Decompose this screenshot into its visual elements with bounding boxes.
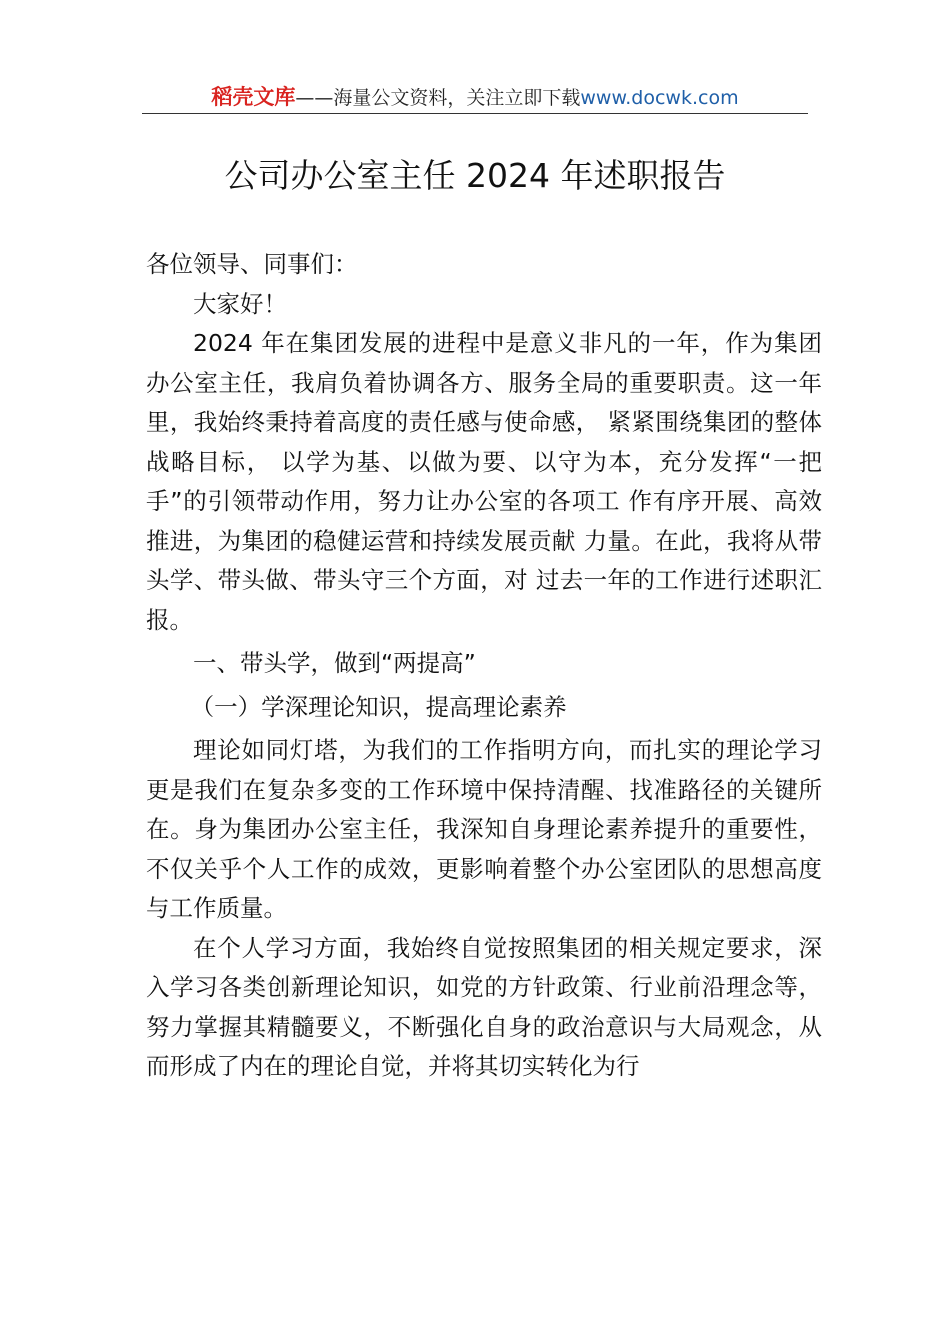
site-link[interactable]: www.docwk.com bbox=[580, 87, 739, 109]
brand-name: 稻壳文库 bbox=[211, 85, 296, 109]
watermark-header bbox=[142, 84, 808, 111]
header-tagline: ——海量公文资料，关注立即下载 bbox=[295, 87, 581, 109]
intro-paragraph: 2024 年在集团发展的进程中是意义非凡的一年，作为集团办公室主任，我肩负着协调各方、服务全局的重要职责。这一年里，我始终秉持着高度的责任感与使命感， 紧紧围绕集团的整体战略目标， 以学为基、以做为要、以守为本，充分发挥“一把手”的引领带动作用，努力让办公室的各项工 作有序开展、高效推进，为集团的稳健运营和持续发展贡献 力量。在此，我将从带头学、带头做、带头守三个方面，对 过去一年的工作进行述职汇报。 bbox=[146, 329, 822, 634]
salutation: 各位领导、同事们： bbox=[146, 250, 358, 278]
subsection-heading: （一）学深理论知识，提高理论素养 bbox=[190, 692, 567, 721]
greeting: 大家好！ bbox=[193, 289, 287, 318]
document-body bbox=[146, 245, 822, 1087]
theory-paragraph: 理论如同灯塔，为我们的工作指明方向，而扎实的理论学习更是我们在复杂多变的工作环境中保持清醒、找准路径的关键所在。身为集团办公室主任，我深知自身理论素养提升的重要性，不仅关乎个人工作的成效，更影响着整个办公室团队的思想高度与工作质量。 bbox=[146, 736, 822, 922]
document-title: 公司办公室主任 2024 年述职报告 bbox=[224, 156, 726, 195]
section-heading: 一、带头学，做到“两提高” bbox=[193, 649, 476, 677]
header-divider bbox=[142, 113, 808, 114]
personal-study-paragraph: 在个人学习方面，我始终自觉按照集团的相关规定要求，深入学习各类创新理论知识，如党的方针政策、行业前沿理念等，努力掌握其精髓要义，不断强化自身的政治意识与大局观念，从而形成了内在的理论自觉，并将其切实转化为行 bbox=[146, 933, 822, 1080]
